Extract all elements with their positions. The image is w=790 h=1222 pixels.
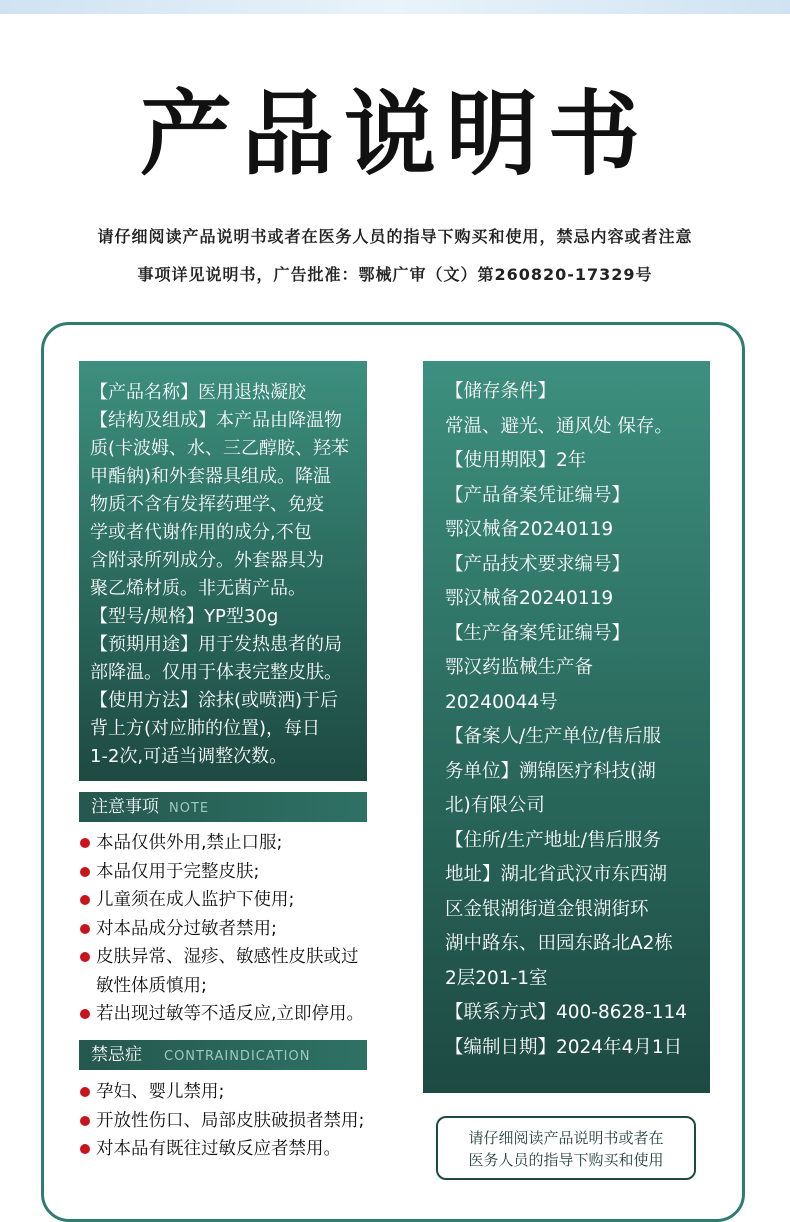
page-title: 产品说明书 xyxy=(139,81,650,188)
right-panel-line: 湖中路东、田园东路北A2栋 xyxy=(445,933,673,954)
list-item xyxy=(79,1078,379,1107)
right-info-panel xyxy=(423,361,710,1093)
red-dot-icon xyxy=(80,1116,90,1126)
notice-line-2: 事项详见说明书，广告批准：鄂械广审（文）第260820-17329号 xyxy=(137,265,653,284)
right-panel-line: 鄂汉药监械生产备 xyxy=(445,657,594,678)
left-panel-line: 甲酯钠)和外套器具组成。降温 xyxy=(90,466,332,487)
contraindication-heading-en: CONTRAINDICATION xyxy=(164,1049,311,1064)
right-panel-line: 【使用期限】2年 xyxy=(445,450,587,471)
left-panel-line: 聚乙烯材质。非无菌产品。 xyxy=(90,578,306,599)
list-item-text: 儿童须在成人监护下使用; xyxy=(96,890,295,910)
right-panel-line: 务单位】溯锦医疗科技(湖 xyxy=(445,760,656,782)
right-panel-line: 2层201-1室 xyxy=(445,967,548,989)
list-item-text: 对本品有既往过敏反应者禁用。 xyxy=(96,1139,341,1159)
left-panel-line: 部降温。仅用于体表完整皮肤。 xyxy=(90,662,342,683)
list-item xyxy=(79,829,379,858)
right-panel-line: 地址】湖北省武汉市东西湖 xyxy=(445,864,668,885)
list-item xyxy=(79,915,379,944)
right-panel-line: 【联系方式】400-8628-114 xyxy=(445,1002,688,1023)
list-item xyxy=(79,858,379,887)
right-panel-line: 鄂汉械备20240119 xyxy=(445,588,614,609)
list-item xyxy=(79,943,379,1000)
left-info-panel xyxy=(79,361,367,781)
list-item-text: 对本品成分过敏者禁用; xyxy=(96,918,277,939)
list-item-text: 本品仅供外用,禁止口服; xyxy=(96,833,283,853)
reminder-line-1: 请仔细阅读产品说明书或者在 xyxy=(468,1129,664,1147)
left-panel-line: 【型号/规格】YP型30g xyxy=(90,606,279,627)
left-panel-line: 【产品名称】医用退热凝胶 xyxy=(90,382,306,403)
right-panel-line: 【住所/生产地址/售后服务 xyxy=(445,829,661,851)
left-panel-line: 物质不含有发挥药理学、免疫 xyxy=(90,494,324,515)
list-item-text: 孕妇、婴儿禁用; xyxy=(96,1082,225,1102)
contraindication-heading xyxy=(79,1040,367,1070)
red-dot-icon xyxy=(80,924,90,934)
notes-heading-en: NOTE xyxy=(169,801,210,816)
list-item xyxy=(79,1000,379,1029)
right-panel-line: 【编制日期】2024年4月1日 xyxy=(445,1036,683,1058)
red-dot-icon xyxy=(80,895,90,905)
reminder-box xyxy=(436,1116,696,1180)
left-panel-line: 背上方(对应肺的位置)，每日 xyxy=(90,718,321,739)
list-item-text: 本品仅用于完整皮肤; xyxy=(96,861,260,882)
list-item xyxy=(79,886,379,915)
list-item xyxy=(79,1135,379,1164)
list-item xyxy=(79,1107,379,1136)
red-dot-icon xyxy=(80,952,90,962)
left-panel-line: 质(卡波姆、水、三乙醇胺、羟苯 xyxy=(90,438,350,459)
left-panel-line: 【使用方法】涂抹(或喷洒)于后 xyxy=(90,690,339,711)
right-panel-line: 鄂汉械备20240119 xyxy=(445,519,614,540)
contraindication-list xyxy=(79,1078,379,1164)
left-panel-line: 1-2次,可适当调整次数。 xyxy=(90,746,288,767)
right-panel-line: 【储存条件】 xyxy=(445,381,557,402)
red-dot-icon xyxy=(80,1009,90,1019)
list-item-text: 若出现过敏等不适反应,立即停用。 xyxy=(96,1004,365,1024)
notes-heading xyxy=(79,792,367,822)
right-panel-line: 【产品技术要求编号】 xyxy=(445,553,631,575)
list-item-text: 开放性伤口、局部皮肤破损者禁用; xyxy=(96,1110,365,1131)
right-panel-line: 北)有限公司 xyxy=(445,795,545,816)
red-dot-icon xyxy=(80,1087,90,1097)
red-dot-icon xyxy=(80,838,90,848)
list-item-text: 敏性体质慎用; xyxy=(96,975,207,996)
reminder-line-2: 医务人员的指导下购买和使用 xyxy=(468,1151,664,1169)
right-panel-line: 【生产备案凭证编号】 xyxy=(445,622,631,644)
notes-list xyxy=(79,829,379,1029)
list-item-text: 皮肤异常、湿疹、敏感性皮肤或过 xyxy=(96,947,359,967)
right-panel-line: 【产品备案凭证编号】 xyxy=(445,484,631,506)
left-panel-line: 含附录所列成分。外套器具为 xyxy=(90,550,324,571)
left-panel-line: 【预期用途】用于发热患者的局 xyxy=(90,634,342,655)
right-panel-line: 【备案人/生产单位/售后服 xyxy=(445,726,661,747)
notes-heading-label: 注意事项 xyxy=(91,797,159,817)
right-panel-line: 常温、避光、通风处 保存。 xyxy=(445,415,673,437)
notice-line-1: 请仔细阅读产品说明书或者在医务人员的指导下购买和使用，禁忌内容或者注意 xyxy=(97,227,693,246)
right-panel-line: 20240044号 xyxy=(445,691,558,713)
top-gradient-band xyxy=(0,0,790,14)
red-dot-icon xyxy=(80,1144,90,1154)
right-panel-line: 区金银湖街道金银湖街环 xyxy=(445,898,649,920)
left-panel-line: 学或者代谢作用的成分,不包 xyxy=(90,522,312,543)
red-dot-icon xyxy=(80,867,90,877)
contraindication-heading-label: 禁忌症 xyxy=(91,1045,142,1065)
left-panel-line: 【结构及组成】本产品由降温物 xyxy=(90,410,342,431)
